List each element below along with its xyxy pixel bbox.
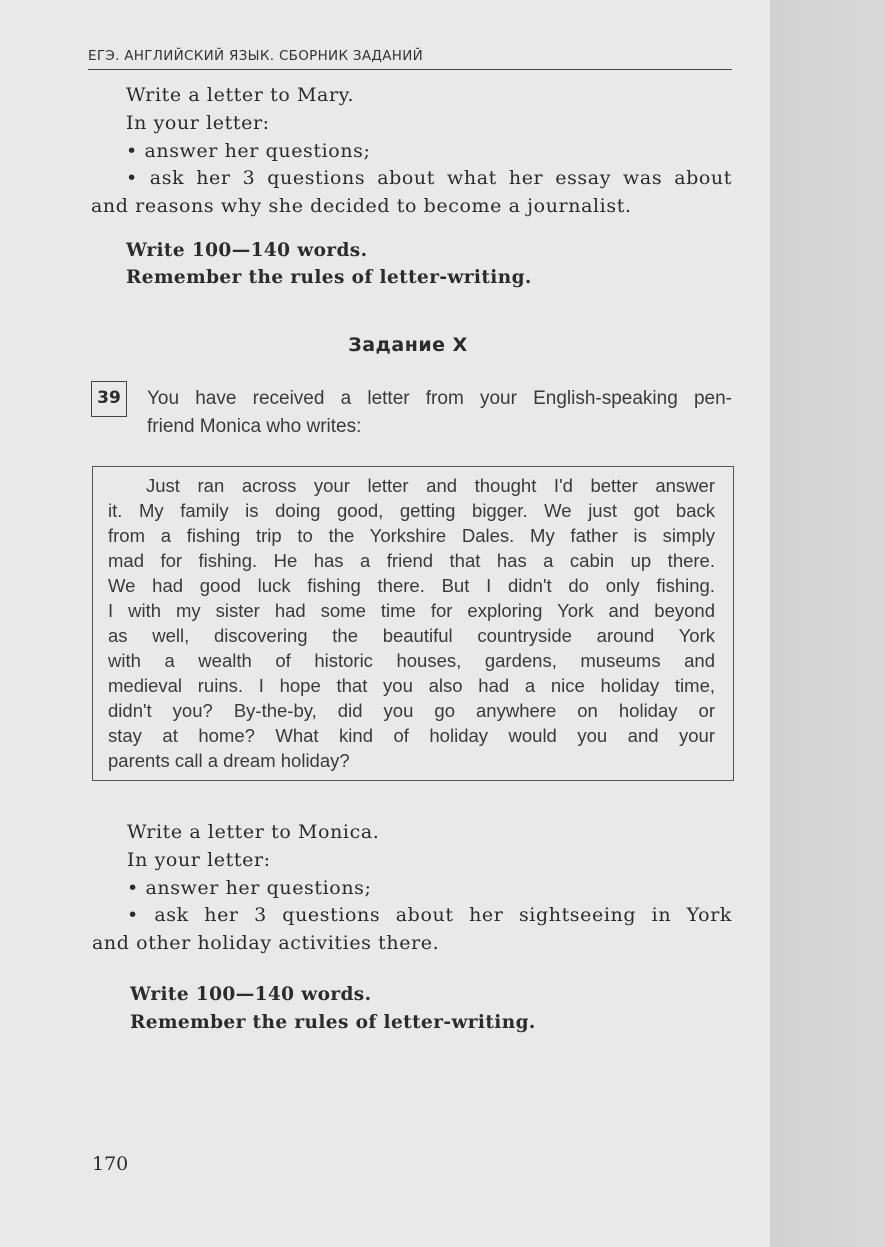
letter-line: I with my sister had some time for exploring York and beyond bbox=[108, 600, 715, 621]
task-bullet-answer: • answer her questions; bbox=[127, 877, 372, 899]
letter-line: from a fishing trip to the Yorkshire Dales. My father is simply bbox=[108, 525, 715, 546]
letter-line: as well, discovering the beautiful countryside around York bbox=[108, 625, 715, 646]
letter-line: medieval ruins. I hope that you also had a nice holiday time, bbox=[108, 675, 715, 696]
page-number: 170 bbox=[92, 1153, 129, 1175]
header-rule bbox=[88, 69, 732, 70]
task-intro-line-1: You have received a letter from your English-speaking pen- bbox=[147, 388, 732, 409]
letter-line: it. My family is doing good, getting bigger. We just got back bbox=[108, 500, 715, 521]
task-in-your-letter: In your letter: bbox=[127, 849, 271, 871]
previous-rules: Remember the rules of letter-writing. bbox=[126, 267, 532, 288]
letter-line: mad for fishing. He has a friend that has a cabin up there. bbox=[108, 550, 715, 571]
running-header: ЕГЭ. АНГЛИЙСКИЙ ЯЗЫК. СБОРНИК ЗАДАНИЙ bbox=[88, 48, 424, 64]
task-rules: Remember the rules of letter-writing. bbox=[130, 1012, 536, 1033]
task-word-count: Write 100—140 words. bbox=[130, 984, 372, 1005]
task-instruction: Write a letter to Monica. bbox=[127, 821, 380, 843]
task-bullet-ask-line-1: • ask her 3 questions about her sightseeing in York bbox=[127, 904, 732, 926]
letter-line: We had good luck fishing there. But I didn't do only fishing. bbox=[108, 575, 715, 596]
letter-line: didn't you? By-the-by, did you go anywhere on holiday or bbox=[108, 700, 715, 721]
letter-line: stay at home? What kind of holiday would you and your bbox=[108, 725, 715, 746]
task-intro-line-2: friend Monica who writes: bbox=[147, 416, 362, 437]
previous-word-count: Write 100—140 words. bbox=[126, 240, 368, 261]
previous-instruction: Write a letter to Mary. bbox=[126, 84, 355, 106]
task-number-box: 39 bbox=[91, 381, 127, 417]
page-edge-shadow bbox=[770, 0, 885, 1247]
letter-line: Just ran across your letter and thought I'd better answer bbox=[146, 475, 715, 496]
section-title: Задание X bbox=[348, 334, 468, 356]
task-bullet-ask-line-2: and other holiday activities there. bbox=[92, 932, 440, 954]
previous-bullet-ask-line-1: • ask her 3 questions about what her essay was about bbox=[126, 167, 732, 189]
previous-bullet-ask-line-2: and reasons why she decided to become a journalist. bbox=[91, 195, 632, 217]
letter-line: parents call a dream holiday? bbox=[108, 750, 350, 771]
previous-in-your-letter: In your letter: bbox=[126, 112, 270, 134]
letter-line: with a wealth of historic houses, gardens, museums and bbox=[108, 650, 715, 671]
previous-bullet-answer: • answer her questions; bbox=[126, 140, 371, 162]
